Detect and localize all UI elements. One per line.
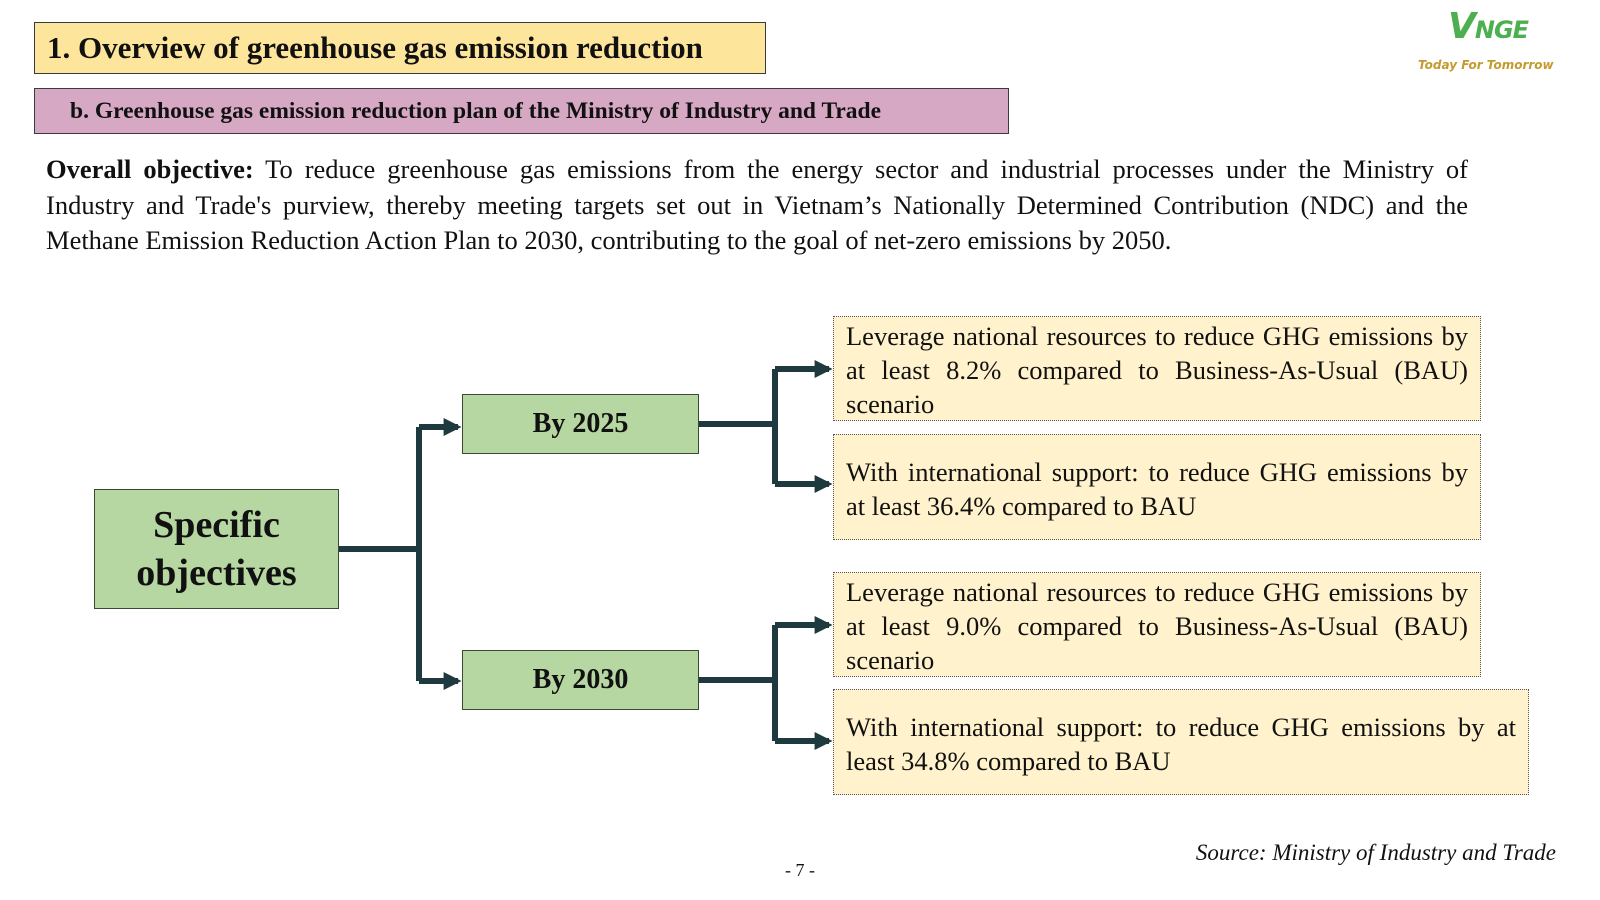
logo-tagline: Today For Tomorrow bbox=[1418, 58, 1554, 72]
target-2025-international-text: With international support: to reduce GHG emissions by at least 36.4% compared to BAU bbox=[846, 457, 1468, 521]
specific-objectives-node bbox=[94, 489, 339, 609]
page-number: - 7 - bbox=[785, 860, 815, 880]
specific-objectives-label: Specific objectives bbox=[136, 504, 297, 594]
logo-word: NGE bbox=[1474, 16, 1529, 44]
target-2025-international bbox=[833, 434, 1481, 540]
target-2030-international bbox=[833, 689, 1529, 795]
by-2025-label: By 2025 bbox=[532, 408, 629, 439]
overall-objective bbox=[46, 152, 1468, 259]
target-2025-national-text: Leverage national resources to reduce GHG emissions by at least 8.2% compared to Business-As-Usual (BAU) scenario bbox=[846, 321, 1468, 419]
section-title-text: 1. Overview of greenhouse gas emission reduction bbox=[47, 30, 703, 65]
logo-letter: V bbox=[1448, 6, 1475, 47]
by-2030-label: By 2030 bbox=[532, 664, 629, 695]
logo-wordmark bbox=[1448, 6, 1528, 47]
overall-objective-label: Overall objective: bbox=[46, 154, 254, 184]
target-2030-national-text: Leverage national resources to reduce GHG emissions by at least 9.0% compared to Business-As-Usual (BAU) scenario bbox=[846, 577, 1468, 675]
overall-objective-text: To reduce greenhouse gas emissions from the energy sector and industrial processes under the Ministry of Industry and Trade's purview, thereby meeting targets set out in Vietnam’s Nationally Determined Contribution (NDC) and the Methane Emission Reduction Action Plan to 2030, contributing to the goal of net-zero emissions by 2050. bbox=[46, 154, 1468, 255]
target-2030-international-text: With international support: to reduce GHG emissions by at least 34.8% compared to BAU bbox=[846, 712, 1516, 776]
section-title bbox=[34, 22, 766, 74]
vnge-logo bbox=[1418, 4, 1558, 76]
by-2025-node bbox=[462, 394, 699, 454]
source-note: Source: Ministry of Industry and Trade bbox=[1195, 840, 1556, 865]
subsection-title bbox=[34, 88, 1009, 134]
target-2030-national bbox=[833, 572, 1481, 677]
target-2025-national bbox=[833, 316, 1481, 421]
subsection-title-text: b. Greenhouse gas emission reduction plan of the Ministry of Industry and Trade bbox=[70, 97, 882, 124]
by-2030-node bbox=[462, 650, 699, 710]
